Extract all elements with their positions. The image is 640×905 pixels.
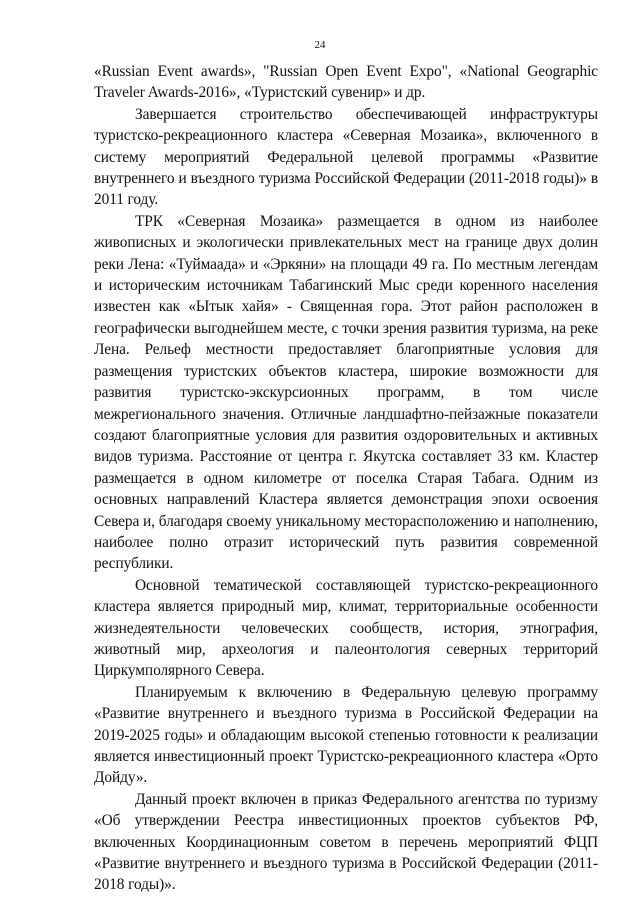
paragraph-thematic-component: Основной тематической составляющей туристско-рекреационного кластера является природный мир, климат, территориальные особенности жизнедеятельности человеческих сообществ, история, этнография, животный мир, археология и палеонтология северных территорий Циркумполярного Севера.	[94, 576, 598, 680]
paragraph-northern-mosaic-location: ТРК «Северная Мозаика» размещается в одном из наиболее живописных и экологически привлекательных мест на границе двух долин реки Лена: «Туймаада» и «Эркяни» на площади 49 га. По местным легендам и историческим источникам Табагинский Мыс среди коренного населения известен как «Ытык хайя» - Священная гора. Этот район расположен в географически выгоднейшем месте, с точки зрения развития туризма, на реке Лена. Рельеф местности предоставляет благоприятные условия для размещения туристских объектов кластера, широкие возможности для развития туристско-экскурсионных программ, в том числе межрегионального значения. Отличные ландшафтно-пейзажные показатели создают благоприятные условия для развития оздоровительных и активных видов туризма. Расстояние от центра г. Якутска составляет 33 км. Кластер размещается в одном километре от поселка Старая Табага. Одним из основных направлений Кластера является демонстрация эпохи освоения Севера и, благодаря своему уникальному месторасположению и наполнению, наиболее полно отразит исторический путь развития современной республики.	[94, 212, 598, 573]
paragraph-orto-doidu-project: Планируемым к включению в Федеральную целевую программу «Развитие внутреннего и въездного туризма в Российской Федерации на 2019-2025 годы» и обладающим высокой степенью готовности к реализации является инвестиционный проект Туристско-рекреационного кластера «Орто Дойду».	[94, 683, 598, 787]
page-number: 24	[314, 39, 326, 51]
paragraph-awards-continuation: «Russian Event awards», "Russian Open Event Expo", «National Geographic Traveler Awards-2016», «Туристский сувенир» и др.	[94, 63, 598, 102]
body-text	[94, 61, 598, 896]
paragraph-registry-order: Данный проект включен в приказ Федерального агентства по туризму «Об утверждении Реестра инвестиционных проектов субъектов РФ, включенных Координационным советом в перечень мероприятий ФЦП «Развитие внутреннего и въездного туризма в Российской Федерации (2011-2018 годы)».	[94, 790, 598, 894]
paragraph-northern-mosaic-construction: Завершается строительство обеспечивающей инфраструктуры туристско-рекреационного кластера «Северная Мозаика», включенного в систему мероприятий Федеральной целевой программы «Развитие внутреннего и въездного туризма Российской Федерации (2011-2018 годы)» в 2011 году.	[94, 105, 598, 209]
